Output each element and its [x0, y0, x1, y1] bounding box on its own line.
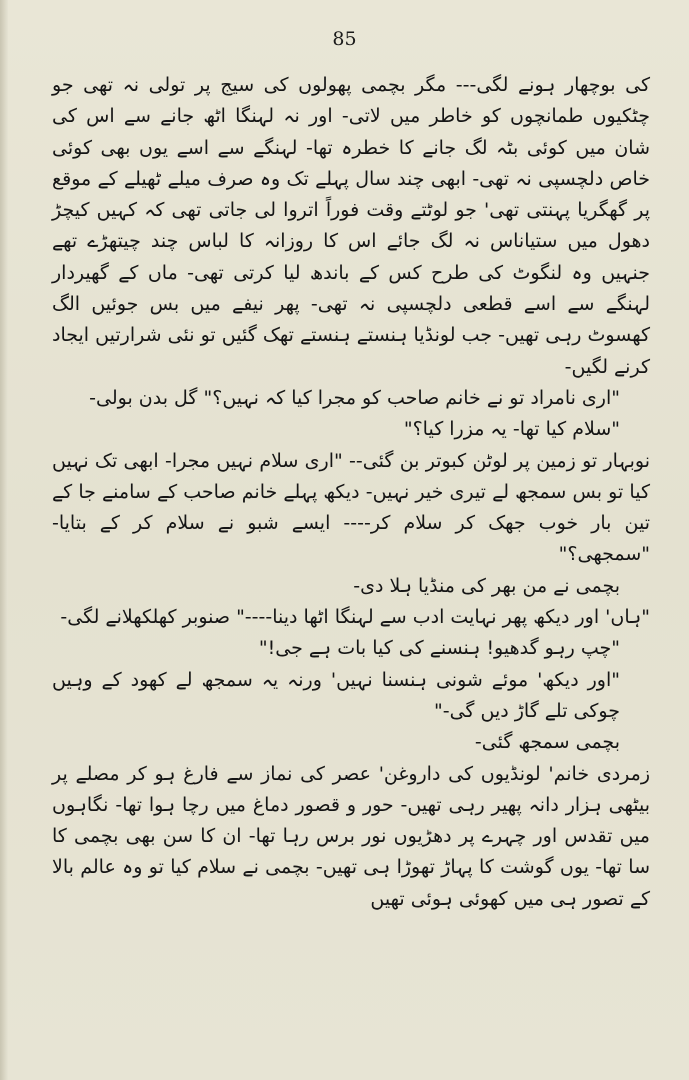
paragraph-4: نوبہار تو زمین پر لوٹن کبوتر بن گئی-- "اری سلام نہیں مجرا- ابھی تک نہیں کیا تو بس سمجھ لے تیری خیر نہیں- دیکھ پہلے خانم صاحب کے سامنے جا کے تین بار خوب جھک کر سلام کر---- ایسے شبو نے سلام کر کے بتایا- "سمجھی؟": [52, 449, 650, 566]
paragraph-6: "ہاں' اور دیکھ پھر نہایت ادب سے لہنگا اٹھا دینا----" صنوبر کھلکھلانے لگی-: [60, 606, 650, 629]
paragraph-8: "اور دیکھ' موئے شونی ہنسنا نہیں' ورنہ یہ سمجھ لے کھود کے وہیں چوکی تلے گاڑ دیں گی-": [52, 668, 620, 722]
page-number: 85: [332, 28, 357, 50]
paragraph-3: "سلام کیا تھا- یہ مزرا کیا؟": [403, 418, 620, 441]
paragraph-10: زمردی خانم' لونڈیوں کی داروغن' عصر کی نماز سے فارغ ہو کر مصلے پر بیٹھی ہزار دانہ پھیر رہی تھیں- حور و قصور دماغ میں رچا ہوا تھا- نگاہوں میں تقدس اور چہرے پر دھڑیوں نور برس رہا تھا- ان کا سن بھی بچمی کا سا تھا- یوں گوشت کا پہاڑ تھوڑا ہی تھیں- بچمی نے سلام کیا تو وہ عالم بالا کے تصور ہی میں کھوئی ہوئی تھیں: [52, 762, 650, 910]
paragraph-7: "چپ رہو گدھیو! ہنسنے کی کیا بات ہے جی!": [258, 637, 620, 660]
paragraph-5: بچمی نے من بھر کی منڈیا ہلا دی-: [353, 574, 620, 597]
page-binding-edge: [0, 0, 8, 1080]
paragraph-1: کی بوچھار ہونے لگی--- مگر بچمی پھولوں کی سیج پر تولی نہ تھی جو چٹکیوں طمانچوں کو خاطر میں لاتی- اور نہ لہنگا اٹھ جانے سے اس کی شان میں کوئی بٹہ لگ جانے کا خطرہ تھا- لہنگے سے اسے یوں بھی کوئی خاص دلچسپی نہ تھی- ابھی چند سال پہلے تک وہ صرف میلے ٹھیلے کے موقع پر گھگریا پہنتی تھی' جو لوٹتے وقت فوراً اتروا لی جاتی تھی کہ کہیں کیچڑ دھول میں ستیاناس نہ لگ جائے اس کا روزانہ کا لباس چند چیتھڑے تھے جنہیں وہ لنگوٹ کی طرح کس کے باندھ لیا کرتی تھی- ماں کے گھیردار لہنگے سے اسے قطعی دلچسپی نہ تھی- پھر نیفے میں بس جوئیں الگ کھسوٹ رہی تھیں- جب لونڈیا ہنستے ہنستے تھک گئیں تو نئی شرارتیں ایجاد کرنے لگیں-: [52, 74, 650, 378]
paragraph-2: "اری نامراد تو نے خانم صاحب کو مجرا کیا کہ نہیں؟" گل بدن بولی-: [89, 386, 620, 409]
paragraph-9: بچمی سمجھ گئی-: [474, 731, 620, 754]
page-body-text: [52, 70, 650, 915]
